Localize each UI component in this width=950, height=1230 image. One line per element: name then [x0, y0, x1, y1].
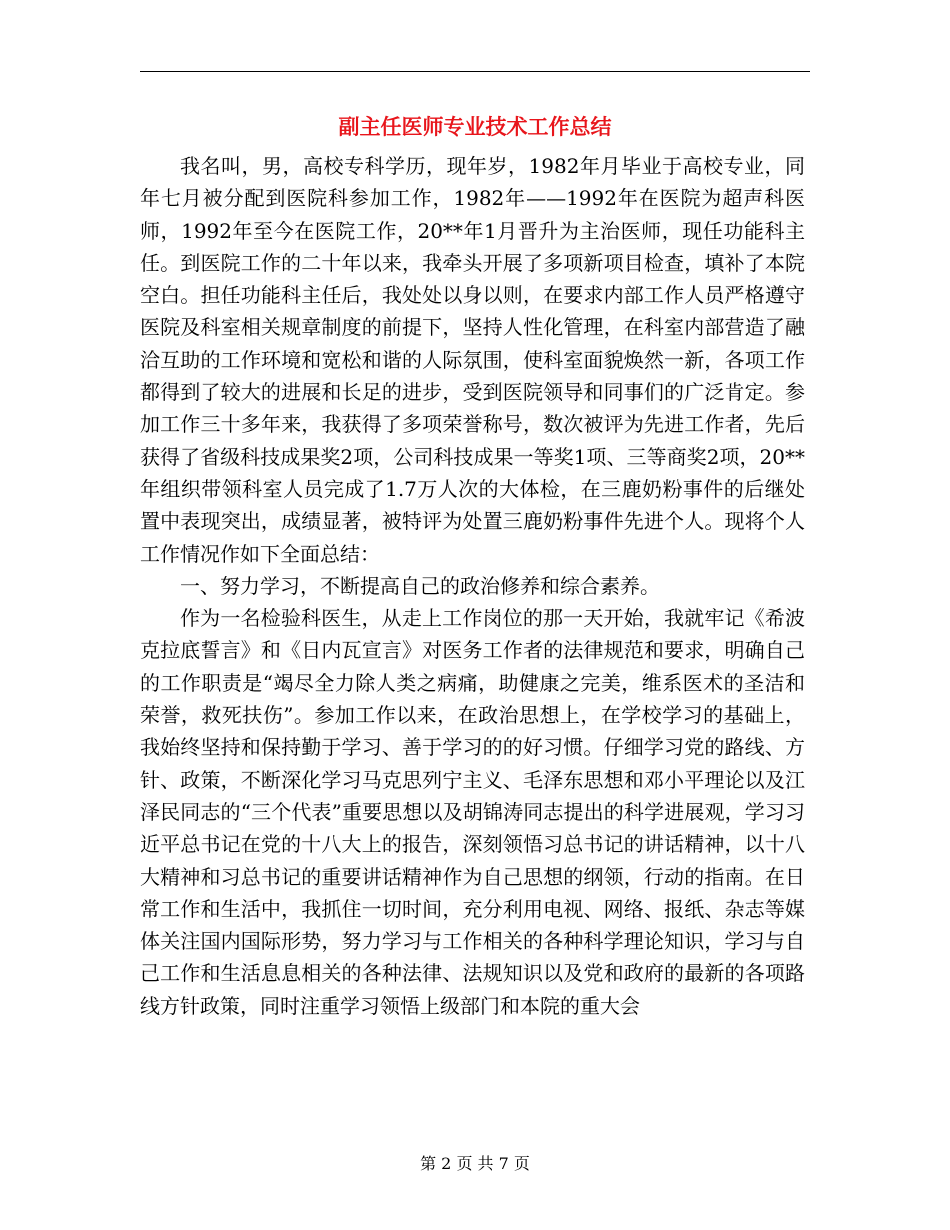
header-rule — [140, 71, 810, 72]
page-footer — [0, 1152, 950, 1176]
footer-suffix: 页 — [513, 1154, 530, 1173]
footer-prefix: 第 — [420, 1154, 437, 1173]
footer-current-page: 2 — [441, 1154, 452, 1173]
document-body — [140, 150, 805, 1022]
document-title: 副主任医师专业技术工作总结 — [338, 115, 612, 139]
footer-mid: 页 共 — [456, 1154, 494, 1173]
footer-total-pages: 7 — [498, 1154, 509, 1173]
section-heading-1: 一、努力学习，不断提高自己的政治修养和综合素养。 — [180, 573, 660, 598]
paragraph-intro: 我名叫，男，高校专科学历，现年岁，1982年月毕业于高校专业，同年七月被分配到医院科参加工作，1982年——1992年在医院为超声科医师，1992年至今在医院工作，20**年1月晋升为主治医师，现任功能科主任。到医院工作的二十年以来，我牵头开展了多项新项目检查，填补了本院空白。担任功能科主任后，我处处以身以则，在要求内部工作人员严格遵守医院及科室相关规章制度的前提下，坚持人性化管理，在科室内部营造了融洽互助的工作环境和宽松和谐的人际氛围，使科室面貌焕然一新，各项工作都得到了较大的进展和长足的进步，受到医院领导和同事们的广泛肯定。参加工作三十多年来，我获得了多项荣誉称号，数次被评为先进工作者，先后获得了省级科技成果奖2项，公司科技成果一等奖1项、三等商奖2项，20**年组织带领科室人员完成了1.7万人次的大体检，在三鹿奶粉事件的后继处置中表现突出，成绩显著，被特评为处置三鹿奶粉事件先进个人。现将个人工作情况作如下全面总结： — [140, 154, 805, 566]
paragraph-section-1: 作为一名检验科医生，从走上工作岗位的那一天开始，我就牢记《希波克拉底誓言》和《日内瓦宣言》对医务工作者的法律规范和要求，明确自己的工作职责是“竭尽全力除人类之病痛，助健康之完美，维系医术的圣洁和荣誉，救死扶伤”。参加工作以来，在政治思想上，在学校学习的基础上，我始终坚持和保持勤于学习、善于学习的的好习惯。仔细学习党的路线、方针、政策，不断深化学习马克思列宁主义、毛泽东思想和邓小平理论以及江泽民同志的“三个代表”重要思想以及胡锦涛同志提出的科学进展观，学习习近平总书记在党的十八大上的报告，深刻领悟习总书记的讲话精神，以十八大精神和习总书记的重要讲话精神作为自己思想的纲领，行动的指南。在日常工作和生活中，我抓住一切时间，充分利用电视、网络、报纸、杂志等媒体关注国内国际形势，努力学习与工作相关的各种科学理论知识，学习与自己工作和生活息息相关的各种法律、法规知识以及党和政府的最新的各项路线方针政策，同时注重学习领悟上级部门和本院的重大会 — [140, 606, 805, 1018]
